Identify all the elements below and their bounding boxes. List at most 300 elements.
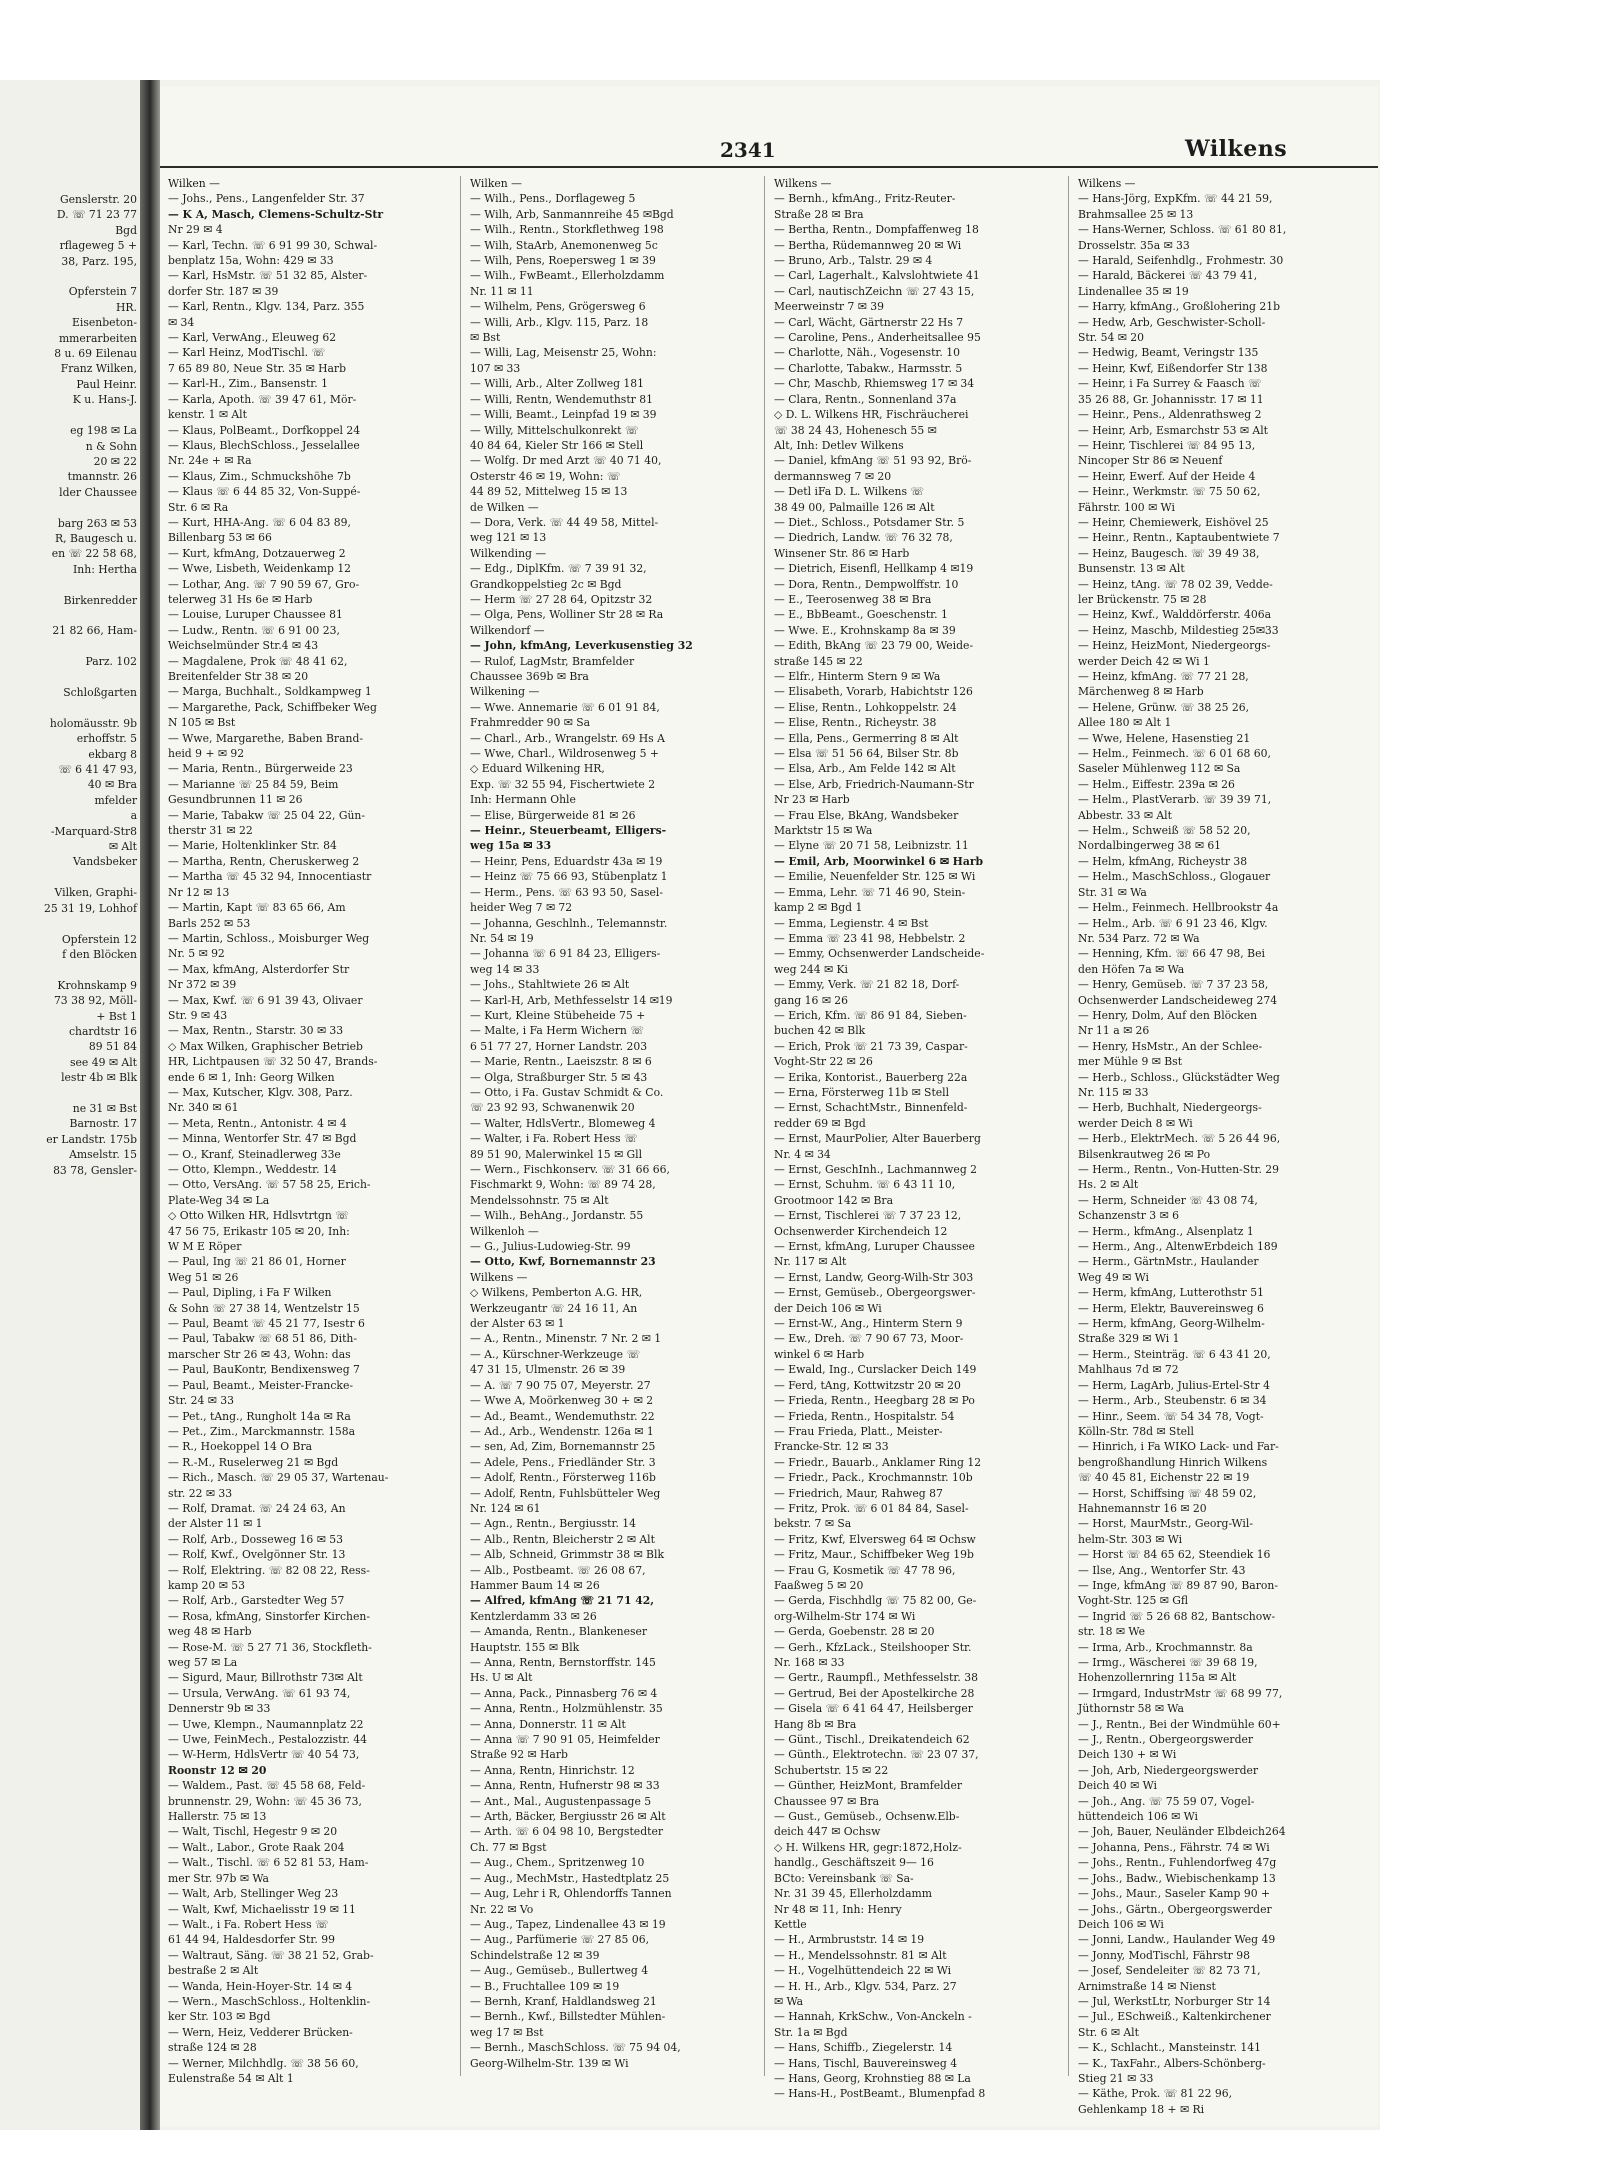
directory-entry-line: — R.-M., Ruselerweg 21 ✉ Bgd bbox=[168, 1455, 339, 1469]
previous-page-line bbox=[1, 916, 141, 931]
directory-entry-line: — Pet., tAng., Rungholt 14a ✉ Ra bbox=[168, 1409, 351, 1423]
directory-entry-line: — Emil, Arb, Moorwinkel 6 ✉ Harb bbox=[774, 854, 984, 868]
directory-entry-line: Gesundbrunnen 11 ✉ 26 bbox=[168, 793, 303, 807]
directory-entry-line: Abbestr. 33 ✉ Alt bbox=[1078, 808, 1172, 822]
previous-page-line: + Bst 1 bbox=[96, 1009, 137, 1023]
directory-entry-line: — Friedrich, Maur, Rahweg 87 bbox=[774, 1486, 943, 1500]
directory-entry-line: — Karl, VerwAng., Eleuweg 62 bbox=[168, 331, 337, 345]
directory-entry-line: — Hannah, KrkSchw., Von-Anckeln - bbox=[774, 2010, 972, 2024]
directory-entry-line: — Heinr., Rentn., Kaptaubentwiete 7 bbox=[1078, 531, 1280, 545]
directory-entry-line: Str. 1a ✉ Bgd bbox=[774, 2025, 848, 2039]
directory-entry-line: — Herb., ElektrMech. ☏ 5 26 44 96, bbox=[1078, 1132, 1281, 1146]
directory-entry-line: — Uwe, Klempn., Naumannplatz 22 bbox=[168, 1717, 364, 1731]
directory-entry-line: — Herm., Steinträg. ☏ 6 43 41 20, bbox=[1078, 1347, 1271, 1361]
directory-entry-line: Deich 106 ✉ Wi bbox=[1078, 1917, 1164, 1931]
directory-entry-line: — Helm., Feinmech. ☏ 6 01 68 60, bbox=[1078, 747, 1271, 761]
directory-entry-line: — Rolf, Elektring. ☏ 82 08 22, Ress- bbox=[168, 1563, 370, 1577]
directory-entry-line: — Wilh., Pens., Dorflageweg 5 bbox=[470, 192, 636, 206]
directory-entry-line: — W-Herm, HdlsVertr ☏ 40 54 73, bbox=[168, 1748, 360, 1762]
directory-entry-line: — Helm., Feinmech. Hellbrookstr 4a bbox=[1078, 901, 1279, 915]
directory-entry-line: — Elyne ☏ 20 71 58, Leibnizstr. 11 bbox=[774, 839, 969, 853]
directory-entry-line: werder Deich 8 ✉ Wi bbox=[1078, 1116, 1193, 1130]
directory-entry-line: Nr. 115 ✉ 33 bbox=[1078, 1085, 1149, 1099]
directory-entry-line: — Ew., Dreh. ☏ 7 90 67 73, Moor- bbox=[774, 1332, 964, 1346]
column-head: Wilken — bbox=[470, 177, 522, 190]
directory-entry-line: bengroßhandlung Hinrich Wilkens bbox=[1078, 1455, 1268, 1469]
directory-entry-line: — Anna, Donnerstr. 11 ✉ Alt bbox=[470, 1717, 626, 1731]
directory-entry-line: — Klaus, BlechSchloss., Jesselallee bbox=[168, 438, 360, 452]
directory-entry-line: Voght-Str. 125 ✉ Gfl bbox=[1078, 1594, 1189, 1608]
directory-entry-line: — K., TaxFahr., Albers-Schönberg- bbox=[1078, 2056, 1266, 2070]
directory-entry-line: — Herm ☏ 27 28 64, Opitzstr 32 bbox=[470, 592, 653, 606]
directory-entry-line: der Deich 106 ✉ Wi bbox=[774, 1301, 882, 1315]
previous-page-line: R, Baugesch u. bbox=[55, 531, 137, 545]
directory-entry-line: — Elsa ☏ 51 56 64, Bilser Str. 8b bbox=[774, 747, 959, 761]
directory-entry-line: — Wilhelm, Pens, Grögersweg 6 bbox=[470, 300, 646, 314]
directory-entry-line: ◇ H. Wilkens HR, gegr:1872,Holz- bbox=[774, 1840, 962, 1854]
directory-entry-line: — Wilh, Pens, Roepersweg 1 ✉ 39 bbox=[470, 254, 656, 268]
directory-entry-line: Wilkending — bbox=[470, 546, 547, 560]
directory-entry-line: de Wilken — bbox=[470, 500, 539, 514]
directory-entry-line: — Wilh., BehAng., Jordanstr. 55 bbox=[470, 1209, 644, 1223]
directory-entry-line: Weichselmünder Str.4 ✉ 43 bbox=[168, 639, 319, 653]
directory-entry-line: — Bertha, Rüdemannweg 20 ✉ Wi bbox=[774, 238, 962, 252]
directory-entry-line: Chaussee 369b ✉ Bra bbox=[470, 670, 589, 683]
directory-entry-line: Hammer Baum 14 ✉ 26 bbox=[470, 1578, 600, 1592]
directory-entry-line: Str. 24 ✉ 33 bbox=[168, 1394, 234, 1408]
directory-entry-line: — Heinz ☏ 75 66 93, Stübenplatz 1 bbox=[470, 870, 668, 884]
directory-entry-line: den Höfen 7a ✉ Wa bbox=[1078, 962, 1185, 976]
column-2 bbox=[470, 176, 755, 2096]
directory-entry-line: Georg-Wilhelm-Str. 139 ✉ Wi bbox=[470, 2056, 629, 2070]
directory-entry-line: 35 26 88, Gr. Johannisstr. 17 ✉ 11 bbox=[1078, 392, 1264, 406]
directory-entry-line: — Otto, i Fa. Gustav Schmidt & Co. bbox=[470, 1085, 664, 1099]
directory-entry-line: — Johanna, Pens., Fährstr. 74 ✉ Wi bbox=[1078, 1840, 1270, 1854]
directory-entry-line: W M E Röper bbox=[168, 1240, 242, 1254]
directory-entry-line: — Aug., Chem., Spritzenweg 10 bbox=[470, 1856, 645, 1870]
directory-entry-line: — Carl, nautischZeichn ☏ 27 43 15, bbox=[774, 284, 975, 298]
directory-entry-line: Str. 54 ✉ 20 bbox=[1078, 331, 1144, 345]
previous-page-line: Bgd bbox=[115, 223, 137, 237]
previous-page-line: see 49 ✉ Alt bbox=[70, 1055, 137, 1069]
directory-entry-line: str. 18 ✉ We bbox=[1078, 1625, 1145, 1639]
directory-entry-line: — Alb., Rentn, Bleicherstr 2 ✉ Alt bbox=[470, 1532, 655, 1546]
directory-entry-line: — Heinr, Tischlerei ☏ 84 95 13, bbox=[1078, 438, 1256, 452]
directory-entry-line: — Horst, Schiffsing ☏ 48 59 02, bbox=[1078, 1486, 1257, 1500]
directory-entry-line: — Hans, Schiffb., Ziegelerstr. 14 bbox=[774, 2041, 953, 2055]
directory-entry-line: — Paul, Dipling, i Fa F Wilken bbox=[168, 1286, 332, 1300]
directory-entry-line: — Herm, LagArb, Julius-Ertel-Str 4 bbox=[1078, 1378, 1270, 1392]
previous-page-line: eg 198 ✉ La bbox=[70, 424, 137, 438]
directory-entry-line: — Edg., DiplKfm. ☏ 7 39 91 32, bbox=[470, 562, 647, 576]
directory-entry-line: — Anna ☏ 7 90 91 05, Heimfelder bbox=[470, 1733, 660, 1747]
directory-entry-line: — Walter, HdlsVertr., Blomeweg 4 bbox=[470, 1116, 656, 1130]
directory-entry-line: — Karl, Techn. ☏ 6 91 99 30, Schwal- bbox=[168, 238, 378, 252]
directory-entry-line: Bunsenstr. 13 ✉ Alt bbox=[1078, 562, 1185, 576]
directory-entry-line: — Chr, Maschb, Rhiemsweg 17 ✉ 34 bbox=[774, 377, 975, 391]
previous-page-line: f den Blöcken bbox=[62, 947, 137, 961]
directory-entry-line: — Else, Arb, Friedrich-Naumann-Str bbox=[774, 777, 974, 791]
directory-entry-line: — Fritz, Kwf, Elversweg 64 ✉ Ochsw bbox=[774, 1532, 976, 1546]
directory-entry-line: — Louise, Luruper Chaussee 81 bbox=[168, 608, 343, 622]
directory-entry-line: — Heinr, Arb, Esmarchstr 53 ✉ Alt bbox=[1078, 423, 1268, 437]
directory-entry-line: — Maria, Rentn., Bürgerweide 23 bbox=[168, 762, 353, 776]
directory-entry-line: Schanzenstr 3 ✉ 6 bbox=[1078, 1209, 1179, 1223]
directory-entry-line: — Arth, Bäcker, Bergiusstr 26 ✉ Alt bbox=[470, 1810, 666, 1824]
directory-entry-line: — Aug., Parfümerie ☏ 27 85 06, bbox=[470, 1933, 650, 1947]
directory-entry-line: — Anna, Rentn, Hinrichstr. 12 bbox=[470, 1763, 635, 1777]
previous-page-line: erhoffstr. 5 bbox=[76, 732, 137, 746]
column-divider bbox=[460, 176, 461, 2076]
directory-entry-line: — Herm., Arb., Steubenstr. 6 ✉ 34 bbox=[1078, 1394, 1267, 1408]
directory-entry-line: — Otto, VersAng. ☏ 57 58 25, Erich- bbox=[168, 1178, 371, 1192]
directory-entry-line: — Kurt, HHA-Ang. ☏ 6 04 83 89, bbox=[168, 515, 351, 529]
directory-entry-line: — Heinz, tAng. ☏ 78 02 39, Vedde- bbox=[1078, 577, 1273, 591]
directory-entry-line: — Ferd, tAng, Kottwitzstr 20 ✉ 20 bbox=[774, 1378, 961, 1392]
directory-entry-line: — Paul, Ing ☏ 21 86 01, Horner bbox=[168, 1255, 346, 1269]
previous-page-line: chardtstr 16 bbox=[68, 1024, 137, 1038]
directory-entry-line: Nr 48 ✉ 11, Inh: Henry bbox=[774, 1902, 902, 1916]
directory-entry-line: Winsener Str. 86 ✉ Harb bbox=[774, 546, 910, 560]
directory-entry-line: — Jul., ESchweiß., Kaltenkirchener bbox=[1078, 2010, 1271, 2024]
directory-entry-line: Nr. 124 ✉ 61 bbox=[470, 1501, 541, 1515]
directory-entry-line: — Henry, Gemüseb. ☏ 7 37 23 58, bbox=[1078, 978, 1269, 992]
directory-entry-line: — H., Mendelssohnstr. 81 ✉ Alt bbox=[774, 1948, 947, 1962]
directory-entry-line: marscher Str 26 ✉ 43, Wohn: das bbox=[168, 1347, 351, 1361]
directory-entry-line: Nr. 54 ✉ 19 bbox=[470, 931, 534, 945]
directory-entry-line: — Marga, Buchhalt., Soldkampweg 1 bbox=[168, 685, 372, 699]
directory-entry-line: — Gust., Gemüseb., Ochsenw.Elb- bbox=[774, 1810, 960, 1824]
directory-entry-line: — Willi, Arb., Klgv. 115, Parz. 18 bbox=[470, 315, 649, 329]
directory-entry-line: — Rolf, Arb., Dosseweg 16 ✉ 53 bbox=[168, 1532, 343, 1546]
directory-entry-line: — Frau G, Kosmetik ☏ 47 78 96, bbox=[774, 1563, 956, 1577]
directory-entry-line: — Käthe, Prok. ☏ 81 22 96, bbox=[1078, 2087, 1233, 2101]
directory-entry-line: — Herm., kfmAng., Alsenplatz 1 bbox=[1078, 1224, 1254, 1238]
directory-entry-line: Deich 40 ✉ Wi bbox=[1078, 1779, 1157, 1793]
directory-entry-line: — Wwe, Margarethe, Baben Brand- bbox=[168, 731, 364, 745]
directory-entry-line: — Hinrich, i Fa WIKO Lack- und Far- bbox=[1078, 1440, 1279, 1454]
directory-entry-line: Wilkening — bbox=[470, 685, 540, 699]
previous-page-line: Inh: Hertha bbox=[73, 562, 137, 576]
directory-entry-line: — Gertrud, Bei der Apostelkirche 28 bbox=[774, 1686, 975, 1700]
directory-entry-line: — Ernst, Tischlerei ☏ 7 37 23 12, bbox=[774, 1209, 962, 1223]
directory-entry-line: heid 9 + ✉ 92 bbox=[168, 747, 245, 761]
directory-entry-line: — Olga, Pens, Wolliner Str 28 ✉ Ra bbox=[470, 608, 664, 622]
directory-entry-line: — Martha ☏ 45 32 94, Innocentiastr bbox=[168, 870, 372, 884]
previous-page-line: 21 82 66, Ham- bbox=[52, 624, 137, 638]
directory-entry-line: benplatz 15a, Wohn: 429 ✉ 33 bbox=[168, 254, 334, 268]
directory-entry-line: — Klaus ☏ 6 44 85 32, Von-Suppé- bbox=[168, 485, 361, 499]
directory-entry-line: hüttendeich 106 ✉ Wi bbox=[1078, 1810, 1198, 1824]
directory-entry-line: — Gerda, Goebenstr. 28 ✉ 20 bbox=[774, 1625, 935, 1639]
previous-page-line: ✉ Alt bbox=[108, 840, 137, 854]
directory-entry-line: — Carl, Wächt, Gärtnerstr 22 Hs 7 bbox=[774, 315, 964, 329]
directory-entry-line: — Max, Kutscher, Klgv. 308, Parz. bbox=[168, 1085, 353, 1099]
directory-entry-line: Hahnemannstr 16 ✉ 20 bbox=[1078, 1501, 1207, 1515]
directory-entry-line: — Frau Frieda, Platt., Meister- bbox=[774, 1424, 943, 1438]
directory-entry-line: Nr. 168 ✉ 33 bbox=[774, 1656, 845, 1669]
directory-entry-line: Brahmsallee 25 ✉ 13 bbox=[1078, 207, 1194, 221]
directory-entry-line: — Caroline, Pens., Anderheitsallee 95 bbox=[774, 331, 981, 345]
previous-page-line bbox=[1, 608, 141, 623]
directory-entry-line: — K A, Masch, Clemens-Schultz-Str bbox=[168, 207, 384, 221]
directory-entry-line: weg 17 ✉ Bst bbox=[470, 2025, 544, 2039]
directory-entry-line: — Johs., Gärtn., Obergeorgswerder bbox=[1078, 1902, 1272, 1916]
directory-entry-line: — Diet., Schloss., Potsdamer Str. 5 bbox=[774, 515, 965, 529]
directory-entry-line: weg 57 ✉ La bbox=[168, 1656, 238, 1669]
directory-entry-line: Mahlhaus 7d ✉ 72 bbox=[1078, 1363, 1179, 1377]
directory-entry-line: — Joh, Bauer, Neuländer Elbdeich264 bbox=[1078, 1825, 1286, 1839]
directory-entry-line: Kentzlerdamm 33 ✉ 26 bbox=[470, 1609, 597, 1623]
directory-entry-line: — Herm, Elektr, Bauvereinsweg 6 bbox=[1078, 1301, 1264, 1315]
directory-entry-line: — Minna, Wentorfer Str. 47 ✉ Bgd bbox=[168, 1132, 357, 1146]
previous-page-line: Barnostr. 17 bbox=[69, 1117, 137, 1131]
directory-entry-line: — Helm., Schweiß ☏ 58 52 20, bbox=[1078, 824, 1251, 838]
directory-entry-line: HR, Lichtpausen ☏ 32 50 47, Brands- bbox=[168, 1055, 378, 1069]
previous-page-line: -Marquard-Str8 bbox=[50, 824, 137, 838]
directory-entry-line: — Josef, Sendeleiter ☏ 82 73 71, bbox=[1078, 1964, 1261, 1978]
directory-entry-line: Schubertstr. 15 ✉ 22 bbox=[774, 1763, 889, 1777]
directory-entry-line: Bilsenkrautweg 26 ✉ Po bbox=[1078, 1147, 1211, 1161]
directory-entry-line: — Kurt, Kleine Stübeheide 75 + bbox=[470, 1008, 646, 1022]
directory-entry-line: — Ludw., Rentn. ☏ 6 91 00 23, bbox=[168, 623, 340, 637]
directory-entry-line: dorfer Str. 187 ✉ 39 bbox=[168, 284, 279, 298]
directory-entry-line: — Ernst, SchachtMstr., Binnenfeld- bbox=[774, 1101, 968, 1115]
directory-entry-line: — Marie, Rentn., Laeiszstr. 8 ✉ 6 bbox=[470, 1055, 652, 1069]
directory-entry-line: — Ella, Pens., Germerring 8 ✉ Alt bbox=[774, 731, 959, 745]
directory-entry-line: Hallerstr. 75 ✉ 13 bbox=[168, 1810, 267, 1824]
directory-entry-line: — Johanna, Geschlnh., Telemannstr. bbox=[470, 916, 668, 930]
directory-entry-line: werder Deich 42 ✉ Wi 1 bbox=[1078, 654, 1210, 668]
directory-entry-line: — Wilh, StaArb, Anemonenweg 5c bbox=[470, 238, 658, 252]
directory-entry-line: — E., BbBeamt., Goeschenstr. 1 bbox=[774, 608, 948, 622]
directory-entry-line: — Paul, Beamt., Meister-Francke- bbox=[168, 1378, 353, 1392]
directory-entry-line: Nr. 4 ✉ 34 bbox=[774, 1147, 831, 1161]
directory-entry-line: — sen, Ad, Zim, Bornemannstr 25 bbox=[470, 1440, 656, 1454]
directory-entry-line: — John, kfmAng, Leverkusenstieg 32 bbox=[470, 639, 693, 653]
directory-entry-line: — Alfred, kfmAng ☏ 21 71 42, bbox=[470, 1594, 655, 1608]
directory-entry-line: Dennerstr 9b ✉ 33 bbox=[168, 1702, 271, 1716]
directory-entry-line: — Rosa, kfmAng, Sinstorfer Kirchen- bbox=[168, 1609, 370, 1623]
directory-entry-line: der Alster 11 ✉ 1 bbox=[168, 1517, 263, 1531]
directory-entry-line: — Aug., Tapez, Lindenallee 43 ✉ 19 bbox=[470, 1917, 666, 1931]
directory-entry-line: — Max, Kwf. ☏ 6 91 39 43, Olivaer bbox=[168, 993, 363, 1007]
directory-entry-line: ◇ D. L. Wilkens HR, Fischräucherei bbox=[774, 408, 969, 422]
previous-page-line: Krohnskamp 9 bbox=[57, 978, 137, 992]
directory-entry-line: — Walter, i Fa. Robert Hess ☏ bbox=[470, 1132, 638, 1146]
directory-entry-line: — Karla, Apoth. ☏ 39 47 61, Mör- bbox=[168, 392, 357, 406]
directory-entry-line: — Ingrid ☏ 5 26 68 82, Bantschow- bbox=[1078, 1609, 1276, 1623]
directory-entry-line: — Wern., Fischkonserv. ☏ 31 66 66, bbox=[470, 1163, 670, 1176]
directory-entry-line: Str. 6 ✉ Alt bbox=[1078, 2025, 1139, 2039]
directory-entry-line: — Heinz, HeizMont, Niedergeorgs- bbox=[1078, 639, 1271, 653]
directory-entry-line: — Gerh., KfzLack., Steilshooper Str. bbox=[774, 1640, 972, 1654]
directory-entry-line: — Herm., Pens. ☏ 63 93 50, Sasel- bbox=[470, 885, 663, 899]
directory-entry-line: 6 51 77 27, Horner Landstr. 203 bbox=[470, 1039, 648, 1053]
directory-entry-line: — Heinr, Pens, Eduardstr 43a ✉ 19 bbox=[470, 854, 663, 868]
directory-entry-line: ler Brückenstr. 75 ✉ 28 bbox=[1078, 592, 1207, 606]
directory-entry-line: — Elsa, Arb., Am Felde 142 ✉ Alt bbox=[774, 762, 956, 776]
directory-entry-line: — Ad., Beamt., Wendemuthstr. 22 bbox=[470, 1409, 655, 1423]
directory-entry-line: — Charlotte, Näh., Vogesenstr. 10 bbox=[774, 346, 961, 360]
directory-entry-line: — Elise, Bürgerweide 81 ✉ 26 bbox=[470, 808, 636, 822]
directory-entry-line: — Emmy, Ochsenwerder Landscheide- bbox=[774, 947, 985, 961]
directory-entry-line: — Heinz, Kwf., Walddörferstr. 406a bbox=[1078, 608, 1272, 622]
previous-page-line: a bbox=[130, 809, 137, 823]
directory-entry-line: — Jul, WerkstLtr, Norburger Str 14 bbox=[1078, 1994, 1271, 2008]
directory-entry-line: — Frau Else, BkAng, Wandsbeker bbox=[774, 808, 959, 822]
directory-entry-line: Marktstr 15 ✉ Wa bbox=[774, 824, 873, 838]
directory-entry-line: — Sigurd, Maur, Billrothstr 73✉ Alt bbox=[168, 1671, 363, 1685]
directory-entry-line: Straße 329 ✉ Wi 1 bbox=[1078, 1332, 1180, 1346]
directory-entry-line: bekstr. 7 ✉ Sa bbox=[774, 1517, 852, 1531]
previous-page-line: 38, Parz. 195, bbox=[61, 254, 137, 268]
directory-entry-line: Wilkendorf — bbox=[470, 623, 545, 637]
directory-entry-line: — A. ☏ 7 90 75 07, Meyerstr. 27 bbox=[470, 1378, 651, 1392]
directory-entry-line: — Herm., Rentn., Von-Hutten-Str. 29 bbox=[1078, 1163, 1280, 1176]
directory-entry-line: — Rulof, LagMstr, Bramfelder bbox=[470, 654, 635, 668]
directory-entry-line: — Johs., Stahltwiete 26 ✉ Alt bbox=[470, 978, 630, 992]
directory-entry-line: BCto: Vereinsbank ☏ Sa- bbox=[774, 1871, 914, 1885]
directory-entry-line: — Karl-H., Zim., Bansenstr. 1 bbox=[168, 377, 328, 391]
directory-entry-line: str. 22 ✉ 33 bbox=[168, 1486, 233, 1500]
directory-entry-line: Weg 51 ✉ 26 bbox=[168, 1270, 239, 1284]
directory-entry-line: org-Wilhelm-Str 174 ✉ Wi bbox=[774, 1609, 916, 1623]
directory-entry-line: — Ernst, Landw, Georg-Wilh-Str 303 bbox=[774, 1270, 974, 1284]
previous-page-line: Amselstr. 15 bbox=[69, 1148, 137, 1162]
directory-entry-line: — Elise, Rentn., Lohkoppelstr. 24 bbox=[774, 700, 957, 714]
directory-entry-line: — Emilie, Neuenfelder Str. 125 ✉ Wi bbox=[774, 870, 976, 884]
previous-page-text bbox=[1, 192, 141, 1178]
previous-page-line bbox=[1, 700, 141, 715]
directory-entry-line: — Otto, Kwf, Bornemannstr 23 bbox=[470, 1255, 656, 1269]
directory-entry-line: Exp. ☏ 32 55 94, Fischertwiete 2 bbox=[470, 777, 656, 791]
directory-entry-line: weg 121 ✉ 13 bbox=[470, 531, 547, 545]
directory-entry-line: — Walt, Tischl, Hegestr 9 ✉ 20 bbox=[168, 1825, 338, 1839]
directory-entry-line: — Bernh., MaschSchloss. ☏ 75 94 04, bbox=[470, 2041, 681, 2055]
directory-entry-line: — Friedr., Pack., Krochmannstr. 10b bbox=[774, 1471, 973, 1485]
directory-entry-line: Alt, Inh: Detlev Wilkens bbox=[774, 438, 904, 452]
directory-entry-line: — Adolf, Rentn., Försterweg 116b bbox=[470, 1471, 656, 1485]
directory-entry-line: — Hans-Jörg, ExpKfm. ☏ 44 21 59, bbox=[1078, 192, 1273, 206]
column-3 bbox=[774, 176, 1059, 2101]
directory-entry-line: handlg., Geschäftszeit 9— 16 bbox=[774, 1856, 934, 1870]
directory-entry-line: — H., Vogelhüttendeich 22 ✉ Wi bbox=[774, 1964, 952, 1978]
directory-entry-line: — Johs., Rentn., Fuhlendorfweg 47g bbox=[1078, 1856, 1277, 1870]
directory-entry-line: — Horst ☏ 84 65 62, Steendiek 16 bbox=[1078, 1548, 1271, 1562]
directory-entry-line: — Willi, Beamt., Leinpfad 19 ✉ 39 bbox=[470, 408, 657, 422]
directory-entry-line: — Heinz, Maschb, Mildestieg 25✉33 bbox=[1078, 623, 1279, 637]
running-head: Wilkens bbox=[1185, 136, 1288, 162]
directory-entry-line: Arnimstraße 14 ✉ Nienst bbox=[1078, 1979, 1216, 1993]
directory-entry-line: — Wwe, Charl., Wildrosenweg 5 + bbox=[470, 747, 659, 761]
directory-entry-line: — O., Kranf, Steinadlerweg 33e bbox=[168, 1147, 341, 1161]
directory-entry-line: — Margarethe, Pack, Schiffbeker Weg bbox=[168, 700, 377, 714]
directory-entry-line: — Daniel, kfmAng ☏ 51 93 92, Brö- bbox=[774, 454, 972, 468]
column-1 bbox=[168, 176, 453, 2096]
directory-entry-line: — Max, kfmAng, Alsterdorfer Str bbox=[168, 962, 350, 976]
directory-entry-line: — Lothar, Ang. ☏ 7 90 59 67, Gro- bbox=[168, 577, 360, 591]
directory-entry-line: — Johanna ☏ 6 91 84 23, Elligers- bbox=[470, 947, 661, 961]
previous-page-line: Parz. 102 bbox=[85, 655, 137, 669]
directory-entry-line: Deich 130 + ✉ Wi bbox=[1078, 1748, 1177, 1762]
directory-entry-line: — Elise, Rentn., Richeystr. 38 bbox=[774, 716, 937, 730]
directory-entry-line: — Hedw, Arb, Geschwister-Scholl- bbox=[1078, 315, 1266, 329]
directory-entry-line: — Paul, Tabakw ☏ 68 51 86, Dith- bbox=[168, 1332, 358, 1346]
directory-entry-line: — Ad., Arb., Wendenstr. 126a ✉ 1 bbox=[470, 1424, 654, 1438]
directory-entry-line: Saseler Mühlenweg 112 ✉ Sa bbox=[1078, 762, 1241, 776]
directory-entry-line: — Aug, Lehr i R, Ohlendorffs Tannen bbox=[470, 1887, 672, 1901]
directory-entry-line: — Jonny, ModTischl, Fährstr 98 bbox=[1078, 1948, 1250, 1962]
directory-entry-line: — Dora, Verk. ☏ 44 49 58, Mittel- bbox=[470, 515, 659, 529]
directory-entry-line: — Günt., Tischl., Dreikatendeich 62 bbox=[774, 1733, 970, 1747]
previous-page-line: lestr 4b ✉ Blk bbox=[61, 1071, 137, 1085]
directory-entry-line: — Willi, Lag, Meisenstr 25, Wohn: bbox=[470, 346, 657, 360]
book-gutter bbox=[140, 80, 160, 2130]
previous-page-line: HR. bbox=[116, 300, 137, 314]
directory-entry-line: Hs. 2 ✉ Alt bbox=[1078, 1178, 1139, 1192]
directory-entry-line: — Klaus, PolBeamt., Dorfkoppel 24 bbox=[168, 423, 361, 437]
previous-page-line: ☏ 6 41 47 93, bbox=[58, 763, 137, 777]
directory-entry-line: — Anna, Rentn, Bernstorffstr. 145 bbox=[470, 1656, 656, 1669]
directory-entry-line: — Otto, Klempn., Weddestr. 14 bbox=[168, 1163, 337, 1176]
directory-entry-line: — Willy, Mittelschulkonrekt ☏ bbox=[470, 423, 639, 437]
directory-entry-line: — Heinr., Pens., Aldenrathsweg 2 bbox=[1078, 408, 1262, 422]
directory-entry-line: — Harry, kfmAng., Großlohering 21b bbox=[1078, 300, 1281, 314]
previous-page-line: D. ☏ 71 23 77 bbox=[56, 208, 137, 222]
directory-entry-line: — J., Rentn., Obergeorgswerder bbox=[1078, 1733, 1254, 1747]
directory-entry-line: — Wilh., FwBeamt., Ellerholzdamm bbox=[470, 269, 665, 283]
previous-page-line: 83 78, Gensler- bbox=[53, 1163, 137, 1177]
directory-entry-line: — Willi, Arb., Alter Zollweg 181 bbox=[470, 377, 645, 391]
directory-entry-line: — Wilh, Arb, Sanmannreihe 45 ✉Bgd bbox=[470, 207, 674, 221]
directory-entry-line: — Heinr, Ewerf. Auf der Heide 4 bbox=[1078, 469, 1256, 483]
directory-entry-line: — Erna, Försterweg 11b ✉ Stell bbox=[774, 1085, 950, 1099]
directory-entry-line: — Wwe A, Moörkenweg 30 + ✉ 2 bbox=[470, 1394, 654, 1408]
directory-entry-line: Hang 8b ✉ Bra bbox=[774, 1717, 857, 1731]
directory-entry-line: Chaussee 97 ✉ Bra bbox=[774, 1794, 880, 1808]
previous-page-line: Birkenredder bbox=[63, 593, 137, 607]
directory-entry-line: Inh: Hermann Ohle bbox=[470, 793, 576, 807]
directory-entry-line: — Erich, Kfm. ☏ 86 91 84, Sieben- bbox=[774, 1008, 967, 1022]
directory-entry-line: Nordalbingerweg 38 ✉ 61 bbox=[1078, 839, 1222, 853]
directory-entry-line: — Harald, Seifenhdlg., Frohmestr. 30 bbox=[1078, 254, 1284, 268]
previous-page-line: K u. Hans-J. bbox=[72, 393, 137, 407]
column-head: Wilken — bbox=[168, 177, 220, 190]
directory-entry-line: 40 84 64, Kieler Str 166 ✉ Stell bbox=[470, 438, 644, 452]
previous-page-line: mfelder bbox=[94, 793, 137, 807]
directory-entry-line: redder 69 ✉ Bgd bbox=[774, 1116, 866, 1130]
directory-entry-line: ✉ Wa bbox=[774, 1994, 804, 2008]
directory-entry-line: ☏ 40 45 81, Eichenstr 22 ✉ 19 bbox=[1078, 1471, 1250, 1485]
directory-entry-line: — Waltraut, Säng. ☏ 38 21 52, Grab- bbox=[168, 1948, 374, 1962]
directory-entry-line: 44 89 52, Mittelweg 15 ✉ 13 bbox=[470, 485, 628, 499]
directory-entry-line: — Paul, Beamt ☏ 45 21 77, Isestr 6 bbox=[168, 1317, 365, 1331]
directory-entry-line: Allee 180 ✉ Alt 1 bbox=[1078, 716, 1172, 730]
directory-entry-line: Plate-Weg 34 ✉ La bbox=[168, 1193, 270, 1207]
directory-entry-line: — Henry, Dolm, Auf den Blöcken bbox=[1078, 1008, 1258, 1022]
previous-page-line bbox=[1, 408, 141, 423]
directory-entry-line: — A., Kürschner-Werkzeuge ☏ bbox=[470, 1347, 640, 1361]
directory-entry-line: — Bernh., Kwf., Billstedter Mühlen- bbox=[470, 2010, 666, 2024]
previous-page-line: 40 ✉ Bra bbox=[87, 778, 137, 792]
directory-entry-line: — Emma, Legienstr. 4 ✉ Bst bbox=[774, 916, 929, 930]
directory-entry-line: dermannsweg 7 ✉ 20 bbox=[774, 469, 892, 483]
directory-entry-line: Nincoper Str 86 ✉ Neuenf bbox=[1078, 454, 1223, 468]
directory-entry-line: — Kurt, kfmAng, Dotzauerweg 2 bbox=[168, 546, 346, 560]
directory-entry-line: — Karl Heinz, ModTischl. ☏ bbox=[168, 346, 326, 360]
directory-entry-line: Nr 29 ✉ 4 bbox=[168, 223, 223, 237]
